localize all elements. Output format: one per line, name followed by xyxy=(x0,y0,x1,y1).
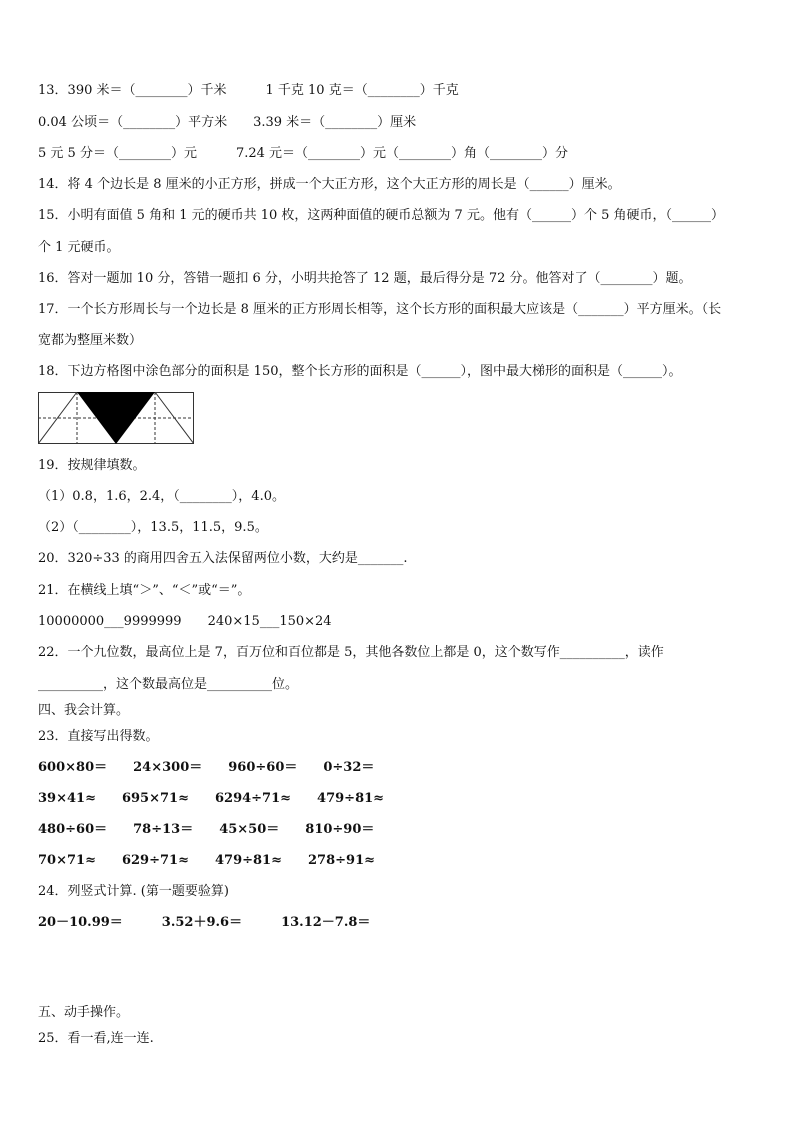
section-4-heading: 四、我会计算。 xyxy=(38,703,130,718)
q23-text: 23．直接写出得数。 xyxy=(38,729,159,744)
q21-items: 10000000___9999999 240×15___150×24 xyxy=(38,614,332,629)
q14-text: 14．将 4 个边长是 8 厘米的小正方形，拼成一个大正方形，这个大正方形的周长是（______）厘米。 xyxy=(38,177,621,192)
q13-line1: 13．390 米＝（________）千米 1 千克 10 克＝（________）千克 xyxy=(38,83,459,98)
q18-text: 18．下边方格图中涂色部分的面积是 150，整个长方形的面积是（______），图中最大梯形的面积是（______）。 xyxy=(38,364,682,379)
q23-row3: 480÷60＝ 78÷13＝ 45×50＝ 810÷90＝ xyxy=(38,822,375,837)
q19-text: 19．按规律填数。 xyxy=(38,458,146,473)
q13-line2: 0.04 公顷＝（________）平方米 3.39 米＝（________）厘米 xyxy=(38,115,417,130)
q19-part1: （1）0.8，1.6，2.4，（________），4.0。 xyxy=(38,489,285,504)
section-5-heading: 五、动手操作。 xyxy=(38,1005,130,1020)
q15-line1: 15．小明有面值 5 角和 1 元的硬币共 10 枚，这两种面值的硬币总额为 7 元。他有（______）个 5 角硬币，（______） xyxy=(38,208,724,223)
q23-row2: 39×41≈ 695×71≈ 6294÷71≈ 479÷81≈ xyxy=(38,791,385,806)
q15-line2: 个 1 元硬币。 xyxy=(38,240,120,255)
q17-line2: 宽都为整厘米数） xyxy=(38,333,143,348)
q20-text: 20．320÷33 的商用四舍五入法保留两位小数，大约是_______. xyxy=(38,551,408,566)
q25-text: 25．看一看,连一连. xyxy=(38,1031,154,1046)
q16-text: 16．答对一题加 10 分，答错一题扣 6 分，小明共抢答了 12 题，最后得分是 72 分。他答对了（________）题。 xyxy=(38,271,692,286)
q21-text: 21．在横线上填“＞”、“＜”或“＝”。 xyxy=(38,583,251,598)
q18-grid-figure xyxy=(38,392,194,444)
q22-line2: __________，这个数最高位是__________位。 xyxy=(38,677,299,692)
q23-row1: 600×80＝ 24×300＝ 960÷60＝ 0÷32＝ xyxy=(38,760,375,775)
q24-text: 24．列竖式计算. (第一题要验算) xyxy=(38,884,229,899)
q17-line1: 17．一个长方形周长与一个边长是 8 厘米的正方形周长相等，这个长方形的面积最大应该是（_______）平方厘米。（长 xyxy=(38,302,722,317)
q19-part2: （2）（________），13.5，11.5，9.5。 xyxy=(38,520,268,535)
q24-items: 20－10.99＝ 3.52＋9.6＝ 13.12－7.8＝ xyxy=(38,915,371,930)
q13-line3: 5 元 5 分＝（________）元 7.24 元＝（________）元（________）角（________）分 xyxy=(38,146,569,161)
q22-line1: 22．一个九位数，最高位上是 7，百万位和百位都是 5，其他各数位上都是 0，这个数写作__________，读作 xyxy=(38,645,664,660)
q23-row4: 70×71≈ 629÷71≈ 479÷81≈ 278÷91≈ xyxy=(38,853,376,868)
